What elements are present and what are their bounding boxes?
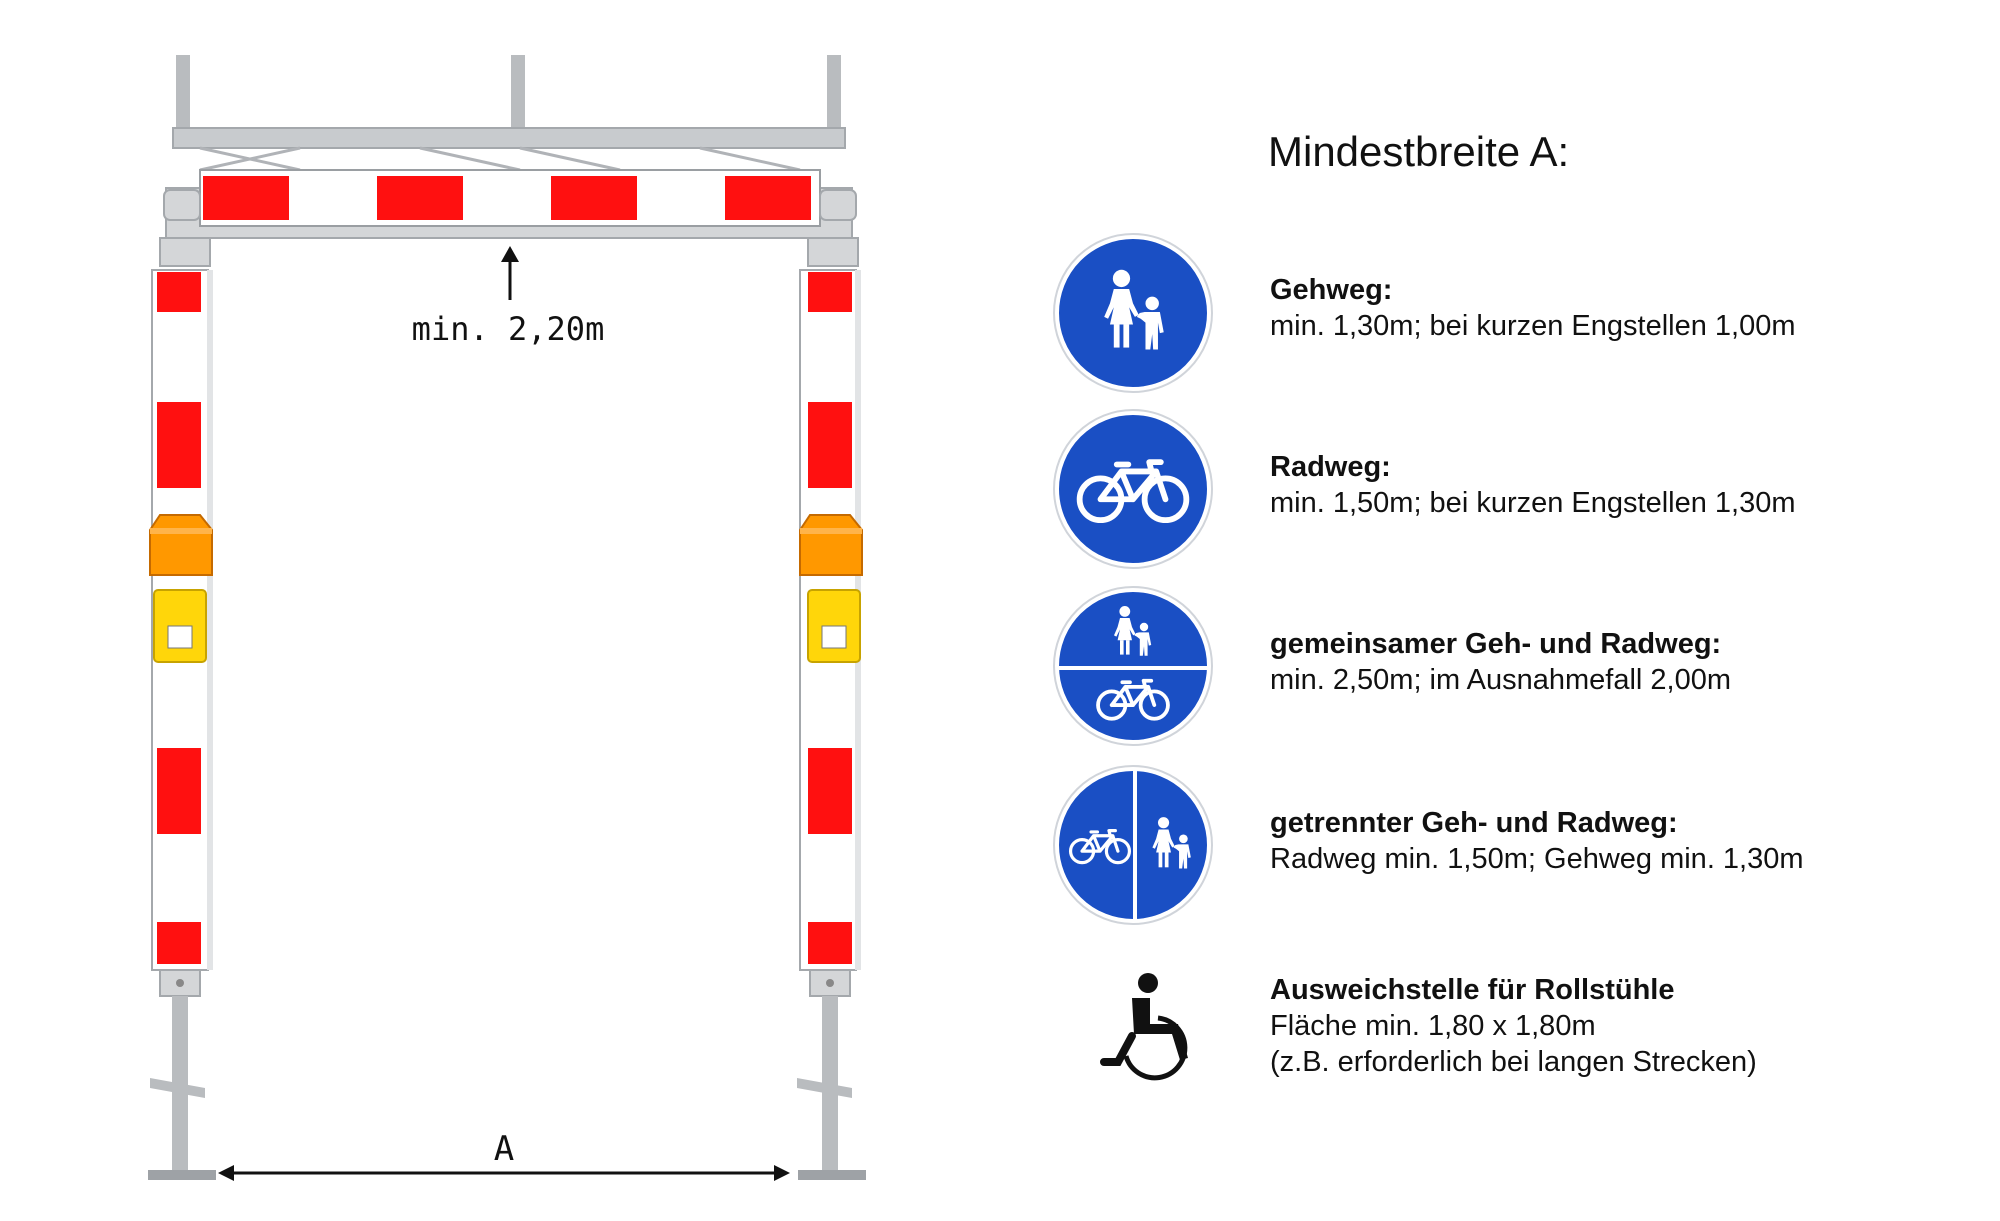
heading: Mindestbreite A: (1268, 128, 1570, 175)
top-barrier-board (164, 170, 856, 226)
entry-separated-path (1270, 805, 1804, 877)
entry-detail: Fläche min. 1,80 x 1,80m (1270, 1010, 1596, 1042)
bicycle-sign-icon (1054, 410, 1212, 568)
shared-path-sign-icon (1054, 587, 1212, 745)
entry-title: getrennter Geh- und Radweg: (1270, 807, 1678, 839)
separated-path-sign-icon (1054, 766, 1212, 924)
entry-gehweg (1270, 272, 1796, 344)
entry-title: Ausweichstelle für Rollstühle (1270, 974, 1675, 1006)
entry-title: Gehweg: (1270, 274, 1393, 306)
wheelchair-icon (1104, 973, 1188, 1078)
entry-shared-path (1270, 626, 1731, 698)
clearance-arrow (501, 246, 519, 300)
clearance-label: min. 2,20m (411, 310, 605, 348)
entry-note: (z.B. erforderlich bei langen Strecken) (1270, 1046, 1757, 1078)
width-label: A (493, 1129, 515, 1169)
pedestrian-sign-icon (1054, 234, 1212, 392)
entry-detail: min. 2,50m; im Ausnahmefall 2,00m (1270, 664, 1731, 696)
entry-detail: Radweg min. 1,50m; Gehweg min. 1,30m (1270, 843, 1804, 875)
entry-detail: min. 1,50m; bei kurzen Engstellen 1,30m (1270, 487, 1796, 519)
entry-title: Radweg: (1270, 451, 1391, 483)
right-barrier-post (797, 238, 866, 1180)
entry-detail: min. 1,30m; bei kurzen Engstellen 1,00m (1270, 310, 1796, 342)
entry-title: gemeinsamer Geh- und Radweg: (1270, 628, 1722, 660)
entry-radweg (1270, 449, 1796, 521)
left-barrier-post (148, 238, 216, 1180)
entry-wheelchair (1270, 972, 1757, 1080)
